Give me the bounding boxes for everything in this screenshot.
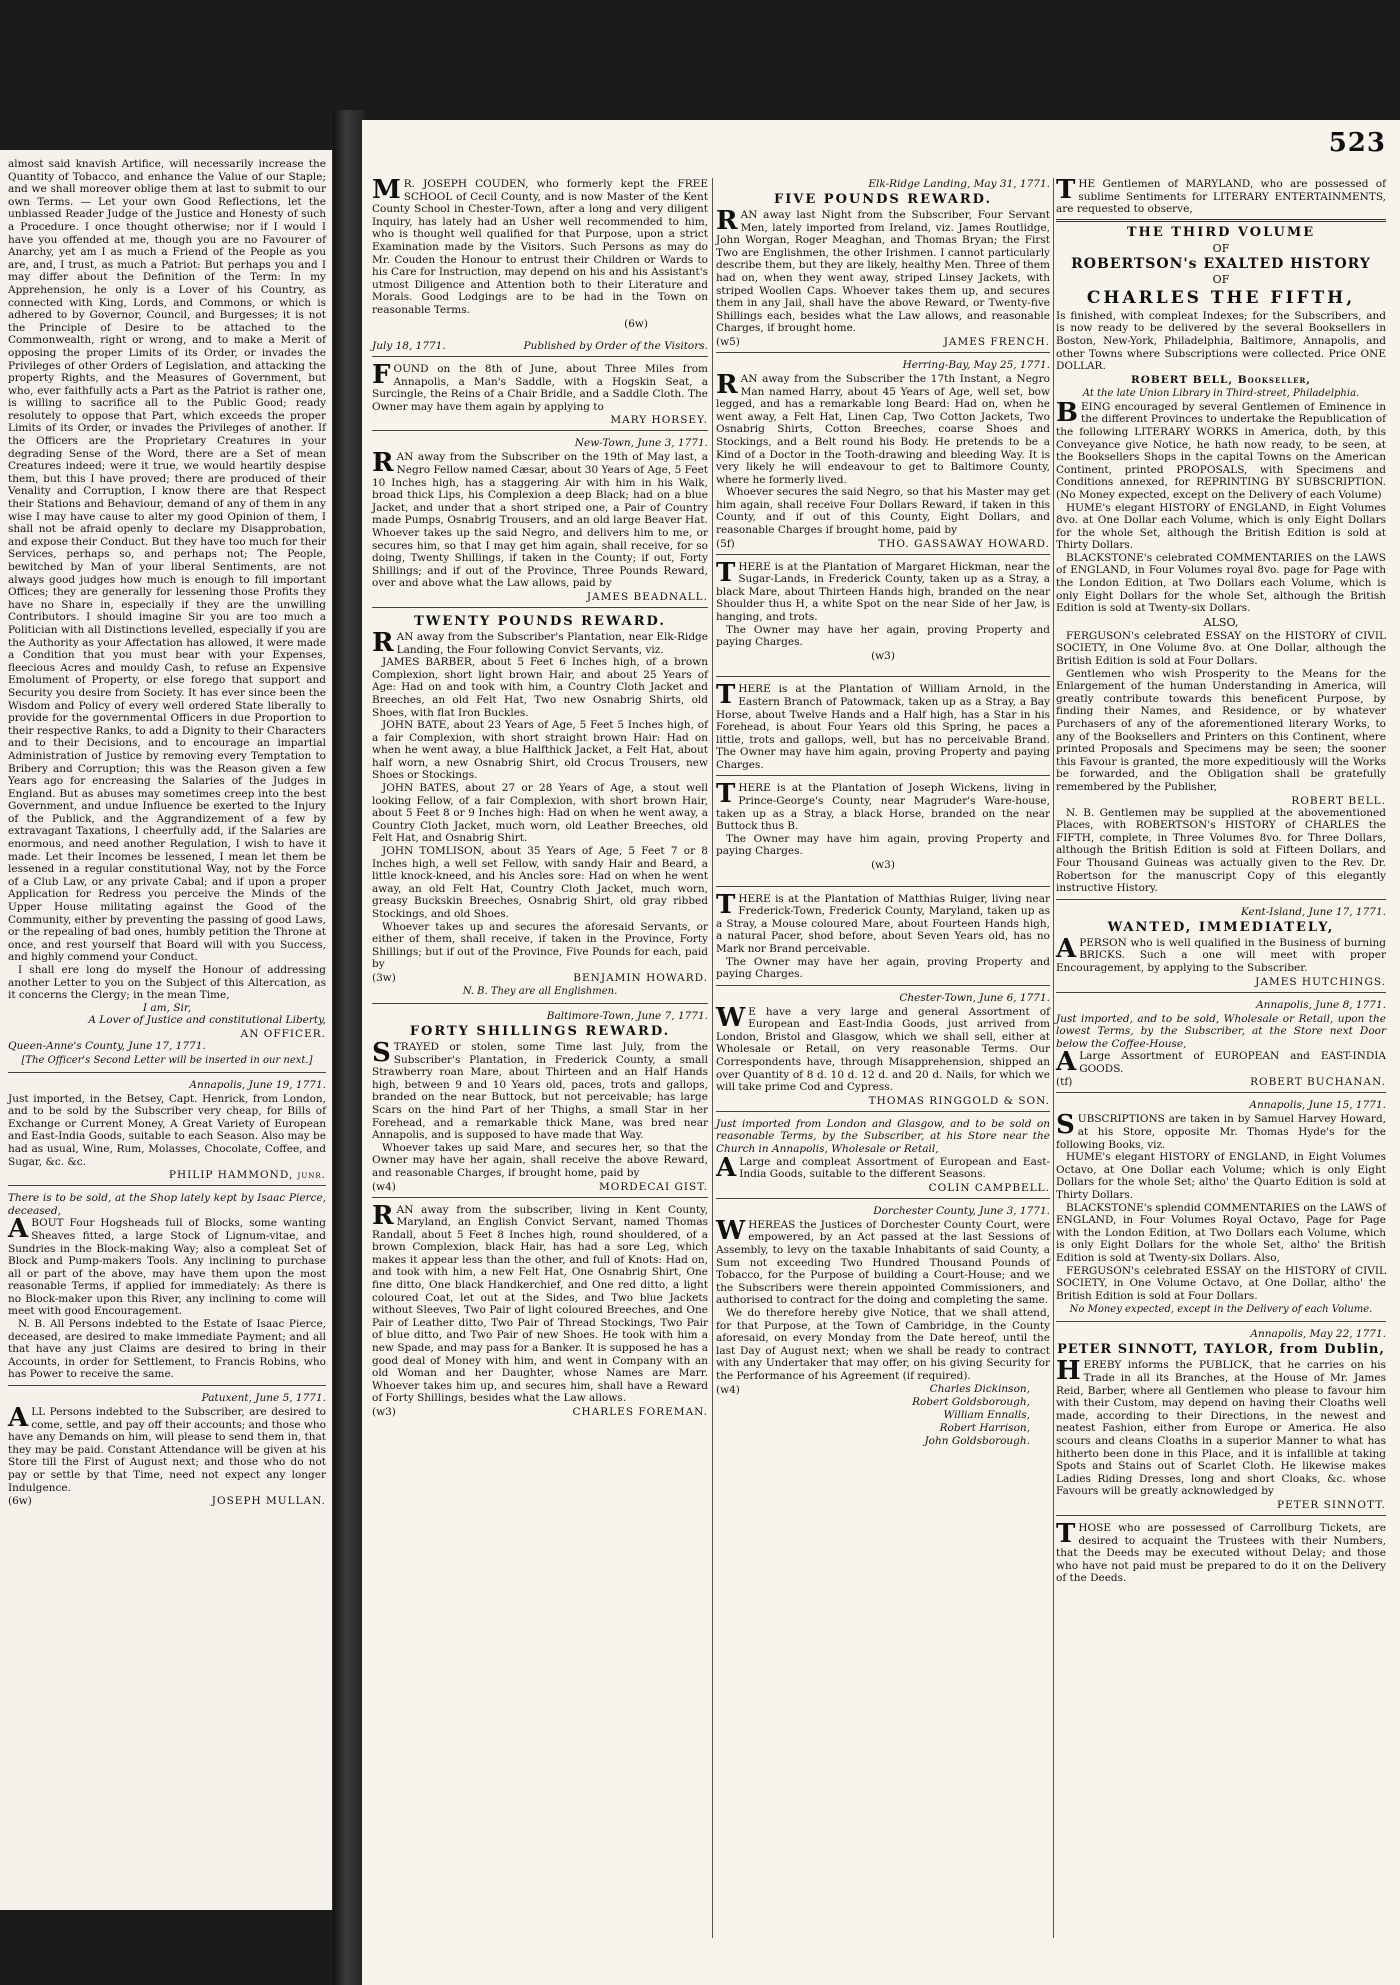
runaway-notice <box>716 359 1050 555</box>
left-page <box>0 150 334 1910</box>
reward-notice <box>372 614 708 1004</box>
wanted-notice <box>1056 906 1386 993</box>
column-3 <box>1056 175 1386 1595</box>
publisher-name: ROBERT BELL, Bookseller, <box>1131 373 1311 386</box>
ad-closing: Whoever takes up and secures the aforesaid Servants, or either of them, shall receive, if taken in the Province, Forty Shillings; but if out of the Province, Five Pounds for each, paid by <box>372 920 708 971</box>
ad-heading: THE THIRD VOLUME <box>1126 224 1316 240</box>
ad-body: RAN away from the Subscriber the 17th Instant, a Negro Man named Harry, about 45 Years of Age, well set, bow legged, and has a remarkable long Beard: Had on, when he went away, a Felt Hat, Linen Cap, Two Cotton Jackets, Two Osnabrig Shirts, Cotton Breeches, coarse Shoes and Stockings, and a Belt round his Body. He pretends to be a Kind of a Doctor in the Tooth-drawing and bleeding Way. It is very likely he will endeavour to get to Baltimore County, where he formerly lived. <box>716 369 1050 486</box>
ad-body: BEING encouraged by several Gentlemen of Eminence in the different Provinces to undertake the Republication of the following LITERARY WORKS in America, doth, by this Conveyance give Notice, he hath now ready, to be seen, at the Booksellers Shops in the capital Towns on the American Continent, printed PROPOSALS, with Specimens and Conditions annexed, for REPRINTING BY SUBSCRIPTION. (No Money expected, except on the Delivery of each Volume) <box>1056 397 1386 501</box>
editor-note: [The Officer's Second Letter will be inserted in our next.] <box>21 1054 313 1066</box>
book-item: FERGUSON's celebrated ESSAY on the HISTORY of CIVIL SOCIETY, in One Volume 8vo. at One Dollar, although the British Edition is sold at Four Dollars. <box>1056 629 1386 668</box>
ad-note: No Money expected, except in the Delivery of each Volume. <box>1069 1304 1373 1316</box>
dateline: Annapolis, May 22, 1771. <box>1250 1328 1386 1341</box>
dateline: Chester-Town, June 6, 1771. <box>899 991 1050 1004</box>
book-item: HUME's elegant HISTORY of ENGLAND, in Eight Volumes Octavo, at One Dollar each Volume; which is only Eight Dollars for the whole Set; altho' the Quarto Edition is sold at Thirty Dollars. <box>1056 1151 1386 1202</box>
runaway-notice <box>372 1200 708 1423</box>
book-item: BLACKSTONE's splendid COMMENTARIES on the LAWS of ENGLAND, in Four Volumes Royal Octavo, Page for Page with the London Edition, at Two Dollars each Volume, which is only Eight Dollars for the whole Set, altho' the British Edition is sold at Twenty-six Dollars. Also, <box>1056 1201 1386 1264</box>
ad-body: THERE is at the Plantation of Matthias Ruiger, living near Frederick-Town, Frederick County, Maryland, taken up as a Stray, a Mouse coloured Mare, about Fourteen Hands high, a natural Pacer, shod before, about Seven Years old, has no Mark nor Brand perceivable. <box>716 889 1050 955</box>
letter-signature: AN OFFICER. <box>240 1027 326 1040</box>
run-mark: (w4) <box>372 1180 396 1193</box>
ad-closing: The Owner may have her again, proving Property and paying Charges. <box>716 623 1050 649</box>
signer-list <box>912 1383 1050 1448</box>
dateline: Dorchester County, June 3, 1771. <box>873 1204 1050 1217</box>
ad-body: RAN away from the Subscriber on the 19th of May last, a Negro Fellow named Cæsar, about 30 Years of Age, 5 Feet 10 Inches high, has a staggering Air with him in his Walk, broad thick Lips, his Complexion a deep Black; had on a blue Jacket, and under that a short striped one, a Pair of Country made Pumps, Osnabrig Trousers, and an old large Beaver Hat. Whoever takes up the said Negro, and delivers him to me, or secures him, so that I may get him again, shall receive, for so doing, Twenty Shillings, if taken in the County; if out, Forty Shillings; and if out of the Province, Three Pounds Reward, over and above what the Law allows, paid by <box>372 448 708 590</box>
book-gutter <box>333 110 365 1985</box>
person-description: JOHN TOMLISON, about 35 Years of Age, 5 Feet 7 or 8 Inches high, a well set Fellow, with sandy Hair and Beard, a little knock-kneed, and his Ancles sore: Had on when he went away, an old Felt Hat, Country Cloth Jacket, much worn, greasy Buckskin Breeches, Osnabrig Shirt, old gray ribbed Stockings, and old Shoes. <box>372 845 708 920</box>
ad-signature: PHILIP HAMMOND, junr. <box>168 1169 326 1182</box>
run-mark: (w3) <box>871 859 895 872</box>
person-description: JOHN BATE, about 23 Years of Age, 5 Feet 5 Inches high, of a fair Complexion, with short straight brown Hair: Had on when he went away, a blue Halfthick Jacket, a Felt Hat, about half worn, a new Osnabrig Shirt, old Crocus Trousers, new Shoes or Stockings. <box>372 719 708 782</box>
reward-notice <box>716 178 1050 353</box>
letter-closing: I am, Sir, <box>142 1001 192 1014</box>
ad-body: SUBSCRIPTIONS are taken in by Samuel Harvey Howard, at his Store, opposite Mr. Thomas Hyde's for the following Books, viz. <box>1056 1110 1386 1151</box>
ad-signature: JAMES FRENCH. <box>943 335 1050 348</box>
run-mark: (w5) <box>716 335 740 348</box>
ad-intro: Just imported, and to be sold, Wholesale or Retail, upon the lowest Terms, by the Subscriber, at the Store next Door below the Coffee-House, <box>1056 1012 1386 1050</box>
book-item: HUME's elegant HISTORY of ENGLAND, in Eight Volumes 8vo. at One Dollar each Volume, which is only Eight Dollars for the whole Set, although the British Edition is sold at Thirty Dollars. <box>1056 501 1386 552</box>
ad-body: HEREBY informs the PUBLICK, that he carries on his Trade in all its Branches, at the House of Mr. James Reid, Barber, where all Gentlemen who please to favour him with their Custom, may depend on having their Cloaths well made, according to their Directions, in the newest and neatest Fashion, either from Europe or America. He also scours and cleans Cloaths in a superior Manner to what has hitherto been done in this Place, and it is infallible at taking Spots and Stains out of Scarlet Cloth. He likewise makes Ladies Riding Dresses, long and short Cloaks, &c. whose Favours will be greatly acknowledged by <box>1056 1356 1386 1498</box>
ad-intro: Just imported from London and Glasgow, and to be sold on reasonable Terms, by the Subscriber, at his Store near the Church in Annapolis, Wholesale or Retail, <box>716 1117 1050 1156</box>
ad-body: RAN away from the Subscriber's Plantation, near Elk-Ridge Landing, the Four following Convict Servants, viz. <box>372 627 708 658</box>
ad-body: ALarge and compleat Assortment of European and East-India Goods, suitable to the different Seasons. <box>716 1152 1050 1183</box>
run-mark: (6w) <box>8 1495 32 1508</box>
ad-body: STRAYED or stolen, some Time last July, from the Subscriber's Plantation, in Frederick County, a small Strawberry roan Mare, about Thirteen and an Half Hands high, between 9 and 10 Years old, paces, trots and gallops, branded on the near Buttock, but not perceivable; has large Scars on the hind Part of her Thighs, a small Star in her Forehead, and a remarkable thick Mane, was bred near Annapolis, and is supposed to have made that Way. <box>372 1037 708 1142</box>
ad-signature: ROBERT BELL. <box>1291 794 1386 807</box>
tailor-notice <box>1056 1328 1386 1516</box>
advertisement <box>8 1392 326 1511</box>
ad-body: Is finished, with compleat Indexes; for the Subscribers, and is now ready to be delivered by the several Booksellers in Boston, New-York, Philadelphia, Baltimore, Annapolis, and other Towns where Subscriptions were collected. Price ONE DOLLAR. <box>1056 309 1386 373</box>
run-mark: (6w) <box>624 317 648 330</box>
run-mark: (w4) <box>716 1383 740 1396</box>
ad-closing: The Owner may have him again, proving Property and paying Charges. <box>716 832 1050 858</box>
ad-closing: The Owner may have her again, proving Property and paying Charges. <box>716 955 1050 981</box>
ad-heading: FORTY SHILLINGS REWARD. <box>409 1023 671 1039</box>
signer-name: Robert Harrison, <box>939 1421 1030 1434</box>
ad-heading: TWENTY POUNDS REWARD. <box>414 613 666 629</box>
signer-name: Charles Dickinson, <box>929 1382 1030 1395</box>
school-notice <box>372 175 708 357</box>
signer-name: William Ennalls, <box>943 1408 1030 1421</box>
letter-paragraph: I shall ere long do myself the Honour of addressing another Letter to you on the Subject of this Altercation, as it concerns the Clergy; in the mean Time, <box>8 964 326 1002</box>
ad-body: THERE is at the Plantation of Margaret Hickman, near the Sugar-Lands, in Frederick County, taken up as a Stray, a black Mare, about Thirteen Hands high, branded on the near Shoulder thus H, a white Spot on the near Side of her Jaw, is hanging, and trots. <box>716 557 1050 624</box>
dateline: Herring-Bay, May 25, 1771. <box>902 358 1050 371</box>
letter-to-editor <box>8 158 326 1073</box>
found-notice <box>372 360 708 431</box>
dateline: Annapolis, June 15, 1771. <box>1249 1099 1386 1112</box>
advertisement <box>8 1079 326 1187</box>
ad-signature: PETER SINNOTT. <box>1277 1498 1386 1511</box>
stray-notice <box>716 889 1050 986</box>
goods-notice <box>716 1118 1050 1199</box>
ad-signature: BENJAMIN HOWARD. <box>573 971 708 984</box>
dateline: Kent-Island, June 17, 1771. <box>1240 905 1386 918</box>
dateline: Baltimore-Town, June 7, 1771. <box>546 1009 708 1022</box>
ad-note: N. B. Gentlemen may be supplied at the abovementioned Places, with ROBERTSON's HISTORY of CHARLES the FIFTH, complete, in Three Volumes 8vo. for Three Dollars, although the British Edition is sold at Fifteen Dollars, and Four Thousand Guineas was actually given to the Rev. Dr. Robertson for the manuscript Copy of this elegantly instructive History. <box>1056 806 1386 895</box>
ad-signature: MORDECAI GIST. <box>599 1180 708 1193</box>
dateline: New-Town, June 3, 1771. <box>574 437 708 450</box>
court-house-notice <box>716 1205 1050 1452</box>
dateline: July 18, 1771. <box>372 340 446 353</box>
ad-heading: WANTED, IMMEDIATELY, <box>1107 919 1335 935</box>
dateline: Elk-Ridge Landing, May 31, 1771. <box>868 178 1050 190</box>
book-title: CHARLES THE FIFTH, <box>1086 287 1356 308</box>
ad-note: N. B. All Persons indebted to the Estate of Isaac Pierce, deceased, are desired to make immediate Payment; and all that have any just Claims are desired to bring in their Accounts, in order for Settlement, to Francis Robins, who has Power to receive the same. <box>8 1318 326 1381</box>
ad-subheading: OF <box>1212 241 1230 255</box>
person-description: JOHN BATES, about 27 or 28 Years of Age, a stout well looking Fellow, of a fair Complexion, with short brown Hair, about 5 Feet 8 or 9 Inches high: Had on when he went away, a Country Cloth Jacket, much worn, old Leather Breeches, old Felt Hat, and Osnabrig Shirt. <box>372 782 708 845</box>
ad-closing: Whoever secures the said Negro, so that his Master may get him again, shall receive Four Dollars Reward, if taken in this County, and if out of this County, Eight Dollars, and reasonable Charges if brought home, paid by <box>716 486 1050 537</box>
signer-name: John Goldsborough. <box>924 1434 1030 1447</box>
ad-closing: Whoever takes up said Mare, and secures her, so that the Owner may have her again, shall receive the above Reward, and reasonable Charges, if brought home, paid by <box>372 1141 708 1179</box>
book-item: BLACKSTONE's celebrated COMMENTARIES on the LAWS of ENGLAND, in Four Volumes royal 8vo. page for Page with the London Edition, at Two Dollars each Volume, which is only Eight Dollars for the whole Set, although the British Edition is sold at Twenty-six Dollars. <box>1056 551 1386 615</box>
person-description: JAMES BARBER, about 5 Feet 6 Inches high, of a brown Complexion, short light brown Hair, and about 25 Years of Age: Had on and took with him, a Country Cloth Jacket and Breeches, an old Felt Hat, Two new Osnabrig Shirts, old Shoes, with flat Iron Buckles. <box>372 656 708 719</box>
ad-signature: JAMES HUTCHINGS. <box>1255 975 1386 988</box>
ad-closing: We do therefore hereby give Notice, that we shall attend, for that Purpose, at the Town of Cambridge, in the County aforesaid, on every Monday from the Date hereof, until the last Day of August next; when we shall be ready to contract with any Undertaker that may offer, on his giving Security for the Performance of his Agreement (if required). <box>716 1306 1050 1382</box>
ad-body: ABOUT Four Hogsheads full of Blocks, some wanting Sheaves fitted, a large Stock of Lignum-vitae, and Sundries in the Block-making Way; also a compleat Set of Block and Pump-makers Tools. Any inclining to purchase all or part of the above, may have them upon the most reasonable Terms, if applied for immediately: As there is no Block-maker upon this River, any inclining to come will meet with good Encouragement. <box>8 1214 326 1318</box>
letter-dateline: Queen-Anne's County, June 17, 1771. <box>8 1039 206 1052</box>
ad-subheading: ALSO, <box>1203 615 1239 629</box>
ad-body: MR. JOSEPH COUDEN, who formerly kept the FREE SCHOOL of Cecil County, and is now Master of the Kent County School in Chester-Town, after a long and very diligent Inquiry, has lately had an Usher well recommended to him, who is thought well qualified for that Purpose, upon a strict Examination made by the Visitors. Such Persons as may do Mr. Couden the Honour to entrust their Children or Wards to his Care for Instruction, may depend on his and his Assistant's utmost Diligence and Attention both to their Literature and Morals. Good Lodgings are to be had in the Town on reasonable Terms. <box>372 175 708 316</box>
run-mark: (3w) <box>372 971 396 984</box>
ad-signature: COLIN CAMPBELL. <box>928 1181 1050 1194</box>
run-mark: (5f) <box>716 537 735 550</box>
run-mark: (tf) <box>1056 1076 1073 1089</box>
book-title: OF <box>1212 272 1230 286</box>
book-title: ROBERTSON's EXALTED HISTORY <box>1071 255 1371 272</box>
signer-name: Robert Goldsborough, <box>912 1395 1030 1408</box>
letter-paragraph: almost said knavish Artifice, will necessarily increase the Quantity of Tobacco, and enhance the Value of our Staple; and we shall moreover oblige them at last to submit to our own Terms. — Let your own Good Reflections, let the unbiassed Reader Judge of the Justice and Honesty of such a Procedure. I once thought otherwise; nor if I would I have you offended at me, though you are no Favourer of Anarchy, yet am I as much a Friend of the People as you are, and, I trust, as much a Patriot: But perhaps you and I may differ about the Definition of the Term: In my Apprehension, he only is a Lover of his Country, as connected with King, Lords, and Commons, or which is adhered to by Governor, Council, and Burgesses; it is not the Principle of Desire to be attached to the Commonwealth, right or wrong, and to make a Merit of opposing the proper Limits of its Order, or invades the Privileges of other Orders of Legislation, and attacking the property Rights, and the Measures of Government, but who, ever faithfully acts a Part as the Patriot is rather one, is willing to sacrifice all to the Public Good; ready resolutely to oppose that Part, which exceeds the proper Limits of its Order, or invades the Privileges of another. If the Officers are the Proprietary Creatures in your degrading Sense of the Word, there are a Set of mean Creatures indeed; were it true, we would heartily despise them, but this I have proved; there are produced of their Venality and Corruption, I know there are that Respect their Stations and Behaviour, demand of any of them in any wise I may have cause to alter my good Opinion of them, I shall not be afraid openly to declare my Disapprobation, and expose their Conduct. But they have too much for their Services, perhaps so, and perhaps not; The People, bewitched by Man of your liberal Sentiments, are not always good judges how much is enough to fill important Offices; they are generally for lessening those Profits they have no Share in, especially if they are the unwilling Contributors. I should imagine Sir you are too much a Politician with all Distinctions levelled, especially if you are the Authority as your Affectation has allowed, it were made a Condition that you must bear with your Expenses, fleecious Acres and mouldy Cash, to refuse an Expensive Emolument of Property, or else forego that support and Security you desire from Society. It has ever since been the Wisdom and Policy of every well ordered State liberally to provide for the governmental Officers in due Proportion to their respective Ranks, to add a Dignity to their Characters and to their Decisions, and to encourage an impartial Administration of Justice by removing every Temptation to Bribery and Corruption; this was the Reason given a few Years ago for encreasing the Salaries of the Judges in England. But as abuses may sometimes creep into the best Government, and undue Influence be exerted to the Injury of the Publick, and the Aggrandizement of a few by extravagant Taxations, I cheerfully add, if the Salaries are enormous, and need another Regulation, I wish to have it made. Let their Incomes be lessened, I mean let them be lessened in a regular constitutional Way, not by the Force of a Club Law, or any private Cabal; and if upon a proper Application for Redress you perceive the Minds of the Upper House militating against the Good of the Community, either by preventing the passing of good Laws, or the repealing of bad ones, humbly petition the Throne at once, and rest yourself that Board will with you Success, and highly commend your Conduct. <box>8 158 326 964</box>
page-number: 523 <box>1328 128 1386 158</box>
stray-notice <box>716 680 1050 776</box>
ad-signature: JAMES BEADNALL. <box>586 590 708 603</box>
subscription-notice <box>1056 1099 1386 1322</box>
left-page-column <box>8 158 326 1517</box>
double-rule <box>1056 219 1386 222</box>
ad-signature: ROBERT BUCHANAN. <box>1250 1076 1386 1089</box>
ad-body: APERSON who is well qualified in the Business of burning BRICKS. Such a one will meet with proper Encouragement, by applying to the Subscriber. <box>1056 933 1386 974</box>
book-item: FERGUSON's celebrated ESSAY on the HISTORY of CIVIL SOCIETY, in One Volume Octavo, at One Dollar, altho' the British Edition is sold at Four Dollars. <box>1056 1264 1386 1302</box>
ad-body: ALarge Assortment of EUROPEAN and EAST-INDIA GOODS. <box>1056 1047 1386 1078</box>
ad-body: RAN away from the subscriber, living in Kent County, Maryland, an English Convict Servant, named Thomas Randall, about 5 Feet 8 Inches high, round shouldered, of a brown Complexion, black Hair, has had a sore Leg, which makes it appear less than the other, and full of Knots: Had on, and took with him, a new Felt Hat, One Osnabrig Shirt, One fine ditto, One black Handkerchief, and One red ditto, a light coloured Coat, let out at the Sides, and Two blue Jackets without Sleeves, Two Pair of light coloured Breeches, and One Pair of Leather ditto, Two Pair of Thread Stockings, Two Pair of blue ditto, and Two Pair of new Shoes. He took with him a new Spade, and may pass for a Banker. It is supposed he has a good deal of Money with him, and went in Company with an old Woman and her Daughter, whose Names are Marr. Whoever takes him up, and secures him, shall have a Reward of Forty Shillings, besides what the Law allows. <box>372 1200 708 1405</box>
dateline: Annapolis, June 8, 1771. <box>1256 998 1386 1011</box>
ad-heading: PETER SINNOTT, TAYLOR, from Dublin, <box>1057 1342 1385 1358</box>
ad-body: RAN away last Night from the Subscriber, Four Servant Men, lately imported from Ireland, viz. James Routlidge, John Worgan, Roger Meaghan, and Thomas Bryan; the First Two are Englishmen, the other Irishmen. I cannot particularly describe them, but they are likely, healthy Men. Three of them had on, when they went away, striped Linsey Jackets, with striped Woollen Caps. Whoever takes them up, and secures them in any Jail, shall have the above Reward, or Twenty-five Shillings each, besides what the Law allows, and reasonable Charges, if brought home. <box>716 206 1050 335</box>
stray-notice <box>716 779 1050 886</box>
ad-signature: MARY HORSEY. <box>610 414 708 427</box>
column-rule <box>712 178 713 1938</box>
ad-body: THE Gentlemen of MARYLAND, who are possessed of sublime Sentiments for LITERARY ENTERTAINMENTS, are requested to observe, <box>1056 175 1386 216</box>
ad-signature: JOSEPH MULLAN. <box>211 1495 326 1508</box>
ad-heading: FIVE POUNDS REWARD. <box>773 192 993 207</box>
ad-body: Gentlemen who wish Prosperity to the Means for the Enlargement of the human Understanding in America, will greatly contribute towards this beneficent Purpose, by finding their Names, and Residence, or by whatever Purchasers of any of the aforementioned literary Works, to any of the Booksellers and Printers on this Continent, where printed Proposals and Specimens may be seen; the sooner this Favour is granted, the more expeditiously will the Works be forwarded, and the Obligation shall be gratefully remembered by the Publisher, <box>1056 667 1386 793</box>
publisher-address: At the late Union Library in Third-street, Philadelphia. <box>1082 387 1360 399</box>
ad-body: ALL Persons indebted to the Subscriber, are desired to come, settle, and pay off their accounts; and those who have any Demands on him, will please to send them in, that they may be paid. Constant Attendance will be given at his Store till the First of August next; and those who do not pay or settle by that Time, need not expect any longer Indulgence. <box>8 1403 326 1494</box>
ad-body: WHEREAS the Justices of Dorchester County Court, were empowered, by an Act passed at the last Sessions of Assembly, to levy on the taxable Inhabitants of said County, a Sum not exceeding Two Hundred Thousand Pounds of Tobacco, for the Purpose of building a Court-House; and we the Subscribers were therein appointed Commissioners, and authorised to contract for the doing and completing the same. <box>716 1215 1050 1307</box>
reward-notice <box>372 1010 708 1198</box>
ad-body: THERE is at the Plantation of William Arnold, in the Eastern Branch of Patowmack, taken up as a Stray, a Bay Horse, about Twelve Hands and a Half high, has a Star in his Forehead, is about Four Years old this Spring, he paces a little, trots and gallops, well, but has no perceivable Brand. The Owner may have him again, proving Property and paying Charges. <box>716 680 1050 771</box>
dateline: Annapolis, June 19, 1771. <box>189 1078 326 1091</box>
newspaper-page <box>362 120 1400 1985</box>
ad-body: WE have a very large and general Assortment of European and East-India Goods, just arrived from London, Bristol and Glasgow, which we shall sell, either at Wholesale or Retail, on very reasonable Terms. Our Correspondents have, through Misapprehension, shipped an over Quantity of 8 d. 10 d. 12 d. and 20 d. Nails, for which we will take prime Cod and Cypress. <box>716 1002 1050 1094</box>
goods-notice <box>716 992 1050 1112</box>
run-mark: (w3) <box>871 649 895 662</box>
ad-body: FOUND on the 8th of June, about Three Miles from Annapolis, a Man's Saddle, with a Hogskin Seat, a Surcingle, the Reins of a Chair Bridle, and a Saddle Cloth. The Owner may have them again by applying to <box>372 360 708 413</box>
runaway-notice <box>372 437 708 608</box>
column-1 <box>372 175 708 1428</box>
stray-notice <box>716 557 1050 678</box>
lottery-notice <box>1056 1518 1386 1589</box>
ad-signature: CHARLES FOREMAN. <box>572 1406 708 1418</box>
ad-body: Just imported, in the Betsey, Capt. Henrick, from London, and to be sold by the Subscriber very cheap, for Bills of Exchange or Current Money, A Great Variety of European and East-India Goods, suitable to each Season. Also may be had as usual, Wine, Rum, Molasses, Chocolate, Coffee, and Sugar, &c. &c. <box>8 1092 326 1168</box>
dateline: Patuxent, June 5, 1771. <box>201 1392 326 1405</box>
letter-closing-line: A Lover of Justice and constitutional Liberty, <box>88 1014 326 1027</box>
ad-signature: THOMAS RINGGOLD & SON. <box>868 1094 1050 1107</box>
ad-intro: There is to be sold, at the Shop lately kept by Isaac Pierce, deceased, <box>8 1192 326 1217</box>
book-notice <box>1056 175 1386 900</box>
ad-signature: Published by Order of the Visitors. <box>523 340 708 353</box>
ad-body: THERE is at the Plantation of Joseph Wickens, living in Prince-George's County, near Magruder's Ware-house, taken up as a Stray, a black Horse, branded on the near Buttock thus B. <box>716 779 1050 833</box>
advertisement <box>8 1192 326 1386</box>
ad-note: N. B. They are all Englishmen. <box>462 985 618 997</box>
goods-notice <box>1056 999 1386 1094</box>
column-2 <box>716 178 1050 1458</box>
ad-body: THOSE who are possessed of Carrollburg Tickets, are desired to acquaint the Trustees with their Numbers, that the Deeds may be executed without Delay; and those who have not paid must be prepared to do it on the Delivery of the Deeds. <box>1056 1518 1386 1585</box>
column-rule <box>1053 178 1054 1938</box>
ad-signature: THO. GASSAWAY HOWARD. <box>878 537 1050 550</box>
run-mark: (w3) <box>372 1406 396 1418</box>
